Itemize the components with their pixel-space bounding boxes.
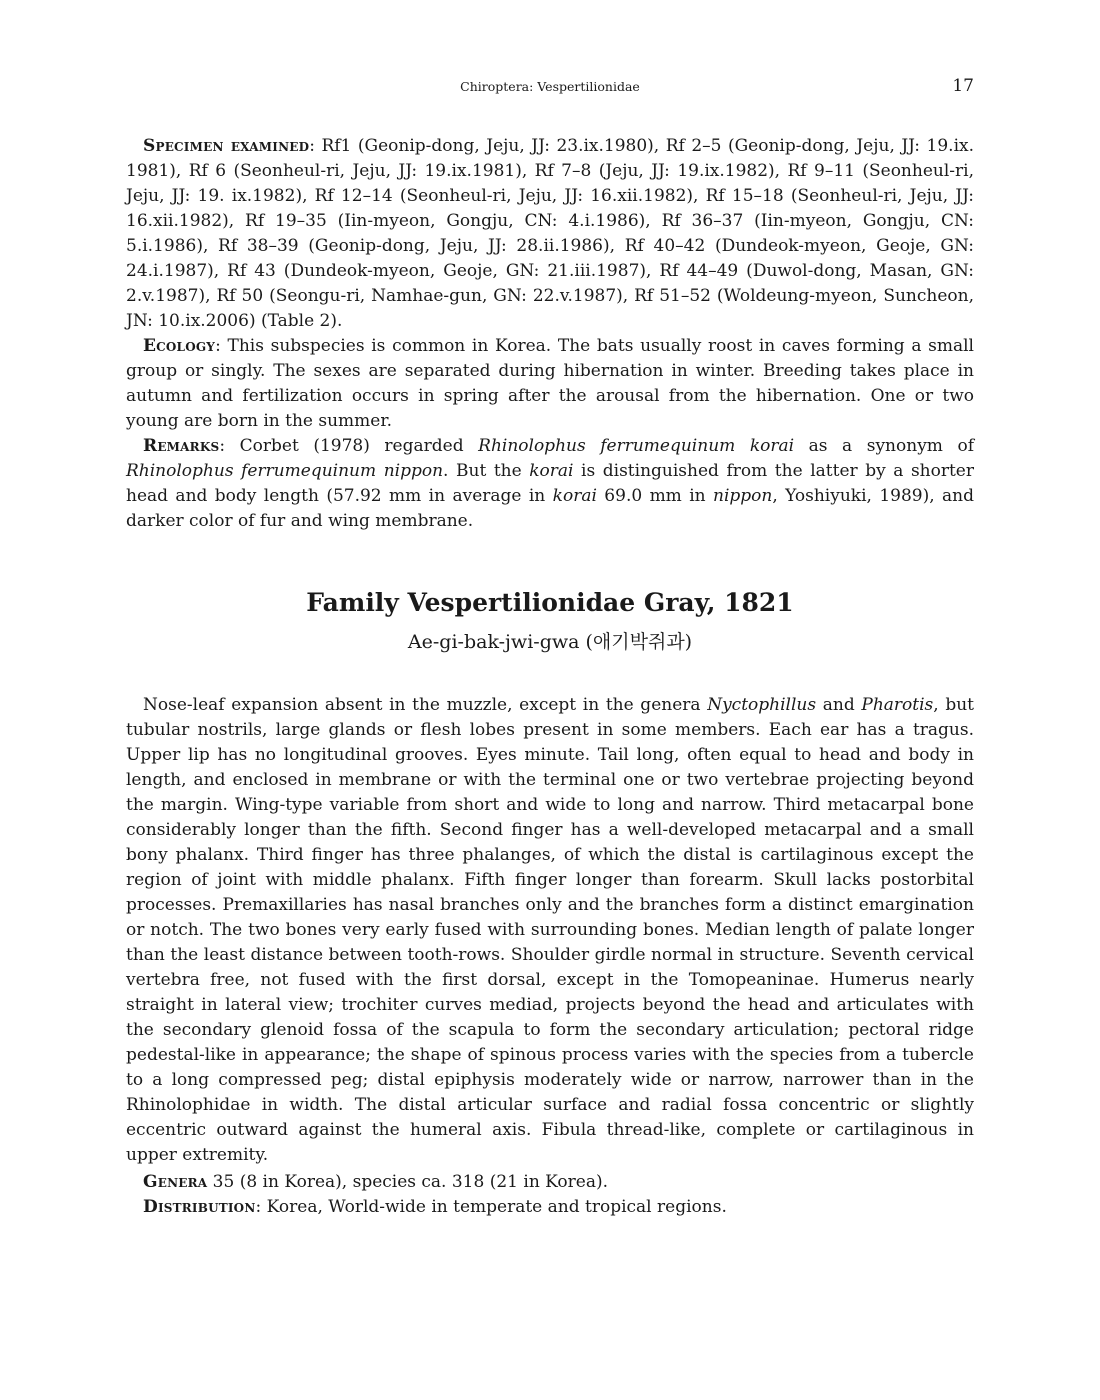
page-header [126,76,974,98]
specimen-examined-text: Rf1 (Geonip-dong, Jeju, JJ: 23.ix.1980), Rf 2–5 (Geonip-dong, Jeju, JJ: 19.ix. 1981), Rf 6 (Seonheul-ri, Jeju, JJ: 19.ix.1981), Rf 7–8 (Jeju, JJ: 19.ix.1982), Rf 9–11 (Seonheul-ri, Jeju, JJ: 19. ix.1982), Rf 12–14 (Seonheul-ri, Jeju, JJ: 16.xii.1982), Rf 15–18 (Seonheul-ri, Jeju, JJ: 16.xii.1982), Rf 19–35 (Iin-myeon, Gongju, CN: 4.i.1986), Rf 36–37 (Iin-myeon, Gongju, CN: 5.i.1986), Rf 38–39 (Geonip-dong, Jeju, JJ: 28.ii.1986), Rf 40–42 (Dundeok-myeon, Geoje, GN: 24.i.1987), Rf 43 (Dundeok-myeon, Geoje, GN: 21.iii.1987), Rf 44–49 (Duwol-dong, Masan, GN: 2.v.1987), Rf 50 (Seongu-ri, Namhae-gun, GN: 22.v.1987), Rf 51–52 (Woldeung-myeon, Suncheon, JN: 10.ix.2006) (Table 2). [126,136,974,331]
specimen-examined-label: Specimen examined [143,136,310,156]
genus-name: Pharotis [861,695,934,715]
family-description [126,693,974,1168]
genera-text: 35 (8 in Korea), species ca. 318 (21 in Korea). [212,1172,609,1192]
description-paragraph: Nose-leaf expansion absent in the muzzle, except in the genera Nyctophillus and Pharotis, but tubular nostrils, large glands or flesh lobes present in some members. Each ear has a tragus. Upper lip has no longitudinal grooves. Eyes minute. Tail long, often equal to head and body in length, and enclosed in membrane or with the terminal one or two vertebrae projecting beyond the margin. Wing-type variable from short and wide to long and narrow. Third metacarpal bone considerably longer than the fifth. Second finger has a well-developed metacarpal and a small bony phalanx. Third finger has three phalanges, of which the distal is cartilaginous except the region of joint with middle phalanx. Fifth finger longer than forearm. Skull lacks postorbital processes. Premaxillaries has nasal branches only and the branches form a distinct emargination or notch. The two bones very early fused with surrounding bones. Median length of palate longer than the least distance between tooth-rows. Shoulder girdle normal in structure. Seventh cervical vertebra free, not fused with the first dorsal, except in the Tomopeaninae. Humerus nearly straight in lateral view; trochiter curves mediad, projects beyond the head and articulates with the secondary glenoid fossa of the scapula to form the secondary articulation; pectoral ridge pedestal-like in appearance; the shape of spinous process varies with the species from a tubercle to a long compressed peg; distal epiphysis moderately wide or narrow, narrower than in the Rhinolophidae in width. The distal articular surface and radial fossa concentric or slightly eccentric outward against the humeral axis. Fibula thread-like, complete or cartilaginous in upper extremity. [126,695,974,1165]
taxon-name: Rhinolophus ferrumequinum nippon [126,461,444,481]
distribution-paragraph: Distribution: Korea, World-wide in temperate and tropical regions. [143,1197,727,1217]
species-account [126,134,974,534]
distribution-label: Distribution [143,1197,256,1217]
running-title: Chiroptera: Vespertilionidae [460,79,640,94]
genera-paragraph [126,1170,974,1195]
specimen-examined-paragraph: Specimen examined: Rf1 (Geonip-dong, Jeju, JJ: 23.ix.1980), Rf 2–5 (Geonip-dong, Jeju, JJ: 19.ix. 1981), Rf 6 (Seonheul-ri, Jeju, JJ: 19.ix.1981), Rf 7–8 (Jeju, JJ: 19.ix.1982), Rf 9–11 (Seonheul-ri, Jeju, JJ: 19. ix.1982), Rf 12–14 (Seonheul-ri, Jeju, JJ: 16.xii.1982), Rf 15–18 (Seonheul-ri, Jeju, JJ: 16.xii.1982), Rf 19–35 (Iin-myeon, Gongju, CN: 4.i.1986), Rf 36–37 (Iin-myeon, Gongju, CN: 5.i.1986), Rf 38–39 (Geonip-dong, Jeju, JJ: 28.ii.1986), Rf 40–42 (Dundeok-myeon, Geoje, GN: 24.i.1987), Rf 43 (Dundeok-myeon, Geoje, GN: 21.iii.1987), Rf 44–49 (Duwol-dong, Masan, GN: 2.v.1987), Rf 50 (Seongu-ri, Namhae-gun, GN: 22.v.1987), Rf 51–52 (Woldeung-myeon, Suncheon, JN: 10.ix.2006) (Table 2). [126,136,974,331]
family-summary [126,1170,974,1220]
ecology-text: This subspecies is common in Korea. The bats usually roost in caves forming a small group or singly. The sexes are separated during hibernation in winter. Breeding takes place in autumn and fertilization occurs in spring after the arousal from the hibernation. One or two young are born in the summer. [126,336,974,431]
taxon-name: korai [552,486,597,506]
family-korean-name: Ae-gi-bak-jwi-gwa (애기박쥐과) [407,631,693,653]
genus-name: Nyctophillus [707,695,817,715]
taxon-name: Rhinolophus ferrumequinum korai [478,436,795,456]
taxon-name: nippon [713,486,773,506]
remarks-paragraph: Remarks: Corbet (1978) regarded Rhinolophus ferrumequinum korai as a synonym of Rhinolophus ferrumequinum nippon. But the korai is distinguished from the latter by a shorter head and body length (57.92 mm in average in korai 69.0 mm in nippon, Yoshiyuki, 1989), and darker color of fur and wing membrane. [126,436,975,531]
taxon-name: korai [529,461,574,481]
remarks-label: Remarks [143,436,220,456]
ecology-label: Ecology [143,336,216,356]
page-number: 17 [952,76,974,96]
ecology-paragraph: Ecology: This subspecies is common in Korea. The bats usually roost in caves forming a small group or singly. The sexes are separated during hibernation in winter. Breeding takes place in autumn and fertilization occurs in spring after the arousal from the hibernation. One or two young are born in the summer. [126,336,974,431]
genera-label: Genera [143,1172,208,1192]
family-heading: Family Vespertilionidae Gray, 1821 [306,588,794,617]
distribution-text: Korea, World-wide in temperate and tropical regions. [266,1197,727,1217]
